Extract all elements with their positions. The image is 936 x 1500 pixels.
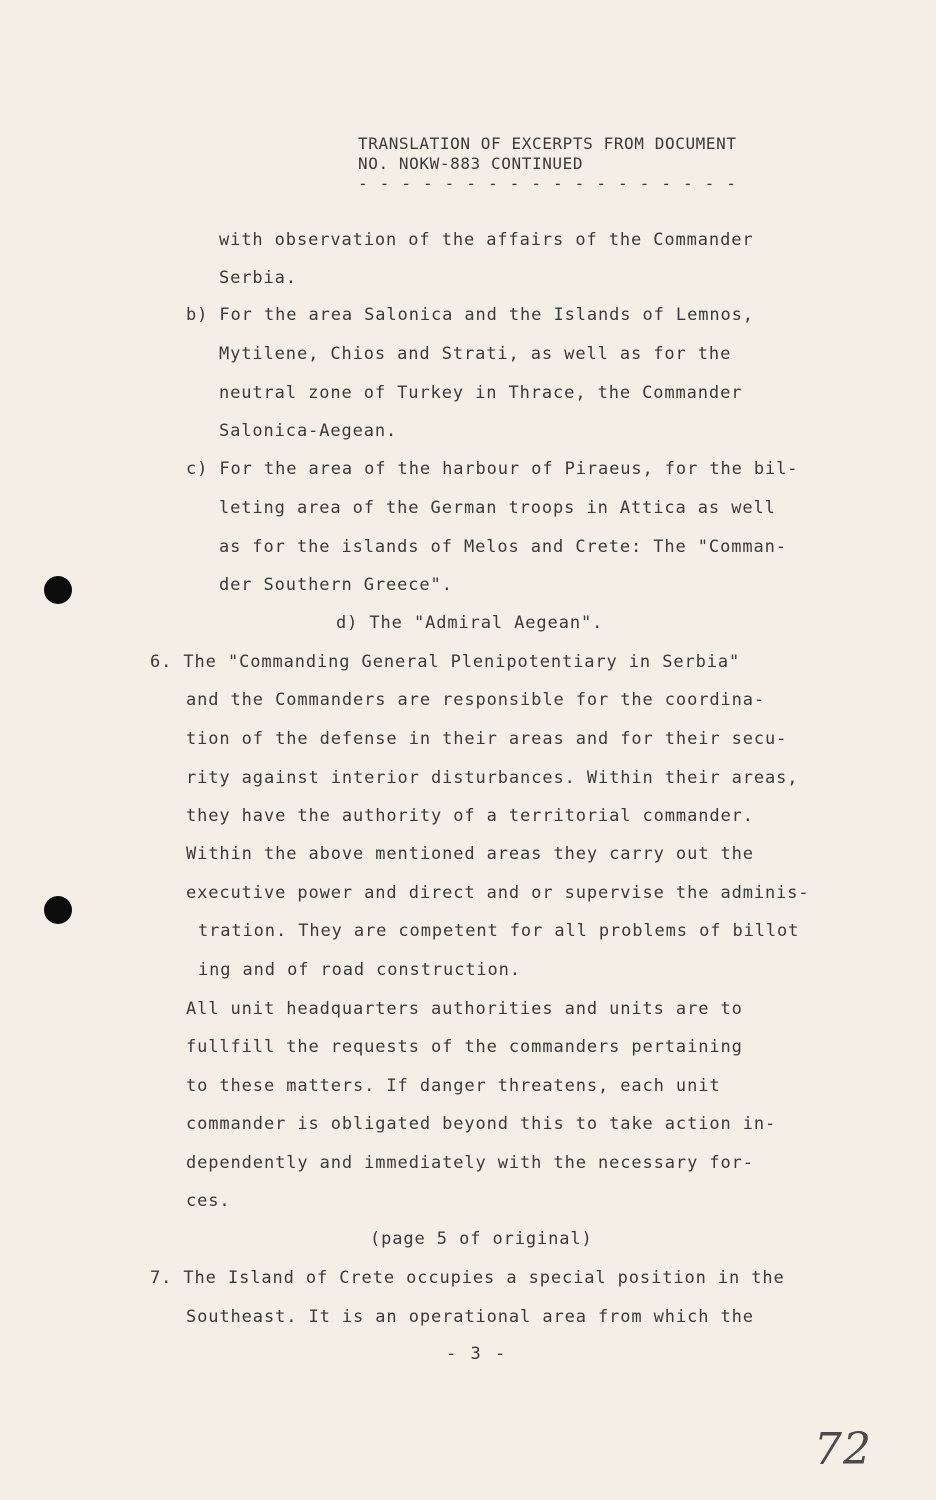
body-line: executive power and direct and or supervise the adminis-: [186, 883, 810, 903]
body-line: and the Commanders are responsible for the coordina-: [186, 690, 766, 710]
body-line: fullfill the requests of the commanders pertaining: [186, 1037, 743, 1057]
header-title-line1: TRANSLATION OF EXCERPTS FROM DOCUMENT: [358, 134, 737, 153]
body-line: c) For the area of the harbour of Piraeus, for the bil-: [186, 459, 799, 479]
body-line: they have the authority of a territorial commander.: [186, 806, 754, 826]
body-line: Serbia.: [219, 268, 297, 288]
body-line: der Southern Greece".: [219, 575, 453, 595]
body-line: to these matters. If danger threatens, each unit: [186, 1076, 721, 1096]
body-line: ing and of road construction.: [198, 960, 521, 980]
body-line: dependently and immediately with the necessary for-: [186, 1153, 754, 1173]
body-line: with observation of the affairs of the Commander: [219, 230, 754, 250]
body-line: All unit headquarters authorities and units are to: [186, 999, 743, 1019]
body-line: Southeast. It is an operational area from which the: [186, 1307, 754, 1327]
page-reference: (page 5 of original): [370, 1229, 593, 1249]
body-line: 7. The Island of Crete occupies a special position in the: [150, 1268, 785, 1288]
body-line: Salonica-Aegean.: [219, 421, 398, 441]
body-line: Mytilene, Chios and Strati, as well as for the: [219, 344, 732, 364]
body-line: leting area of the German troops in Attica as well: [219, 498, 776, 518]
body-line: commander is obligated beyond this to take action in-: [186, 1114, 777, 1134]
body-line: neutral zone of Turkey in Thrace, the Commander: [219, 383, 743, 403]
body-line: Within the above mentioned areas they carry out the: [186, 844, 754, 864]
header-title-line2: NO. NOKW-883 CONTINUED: [358, 154, 584, 173]
body-line: d) The "Admiral Aegean".: [336, 613, 604, 633]
header-rule: - - - - - - - - - - - - - - - - - -: [358, 174, 738, 193]
punch-hole: [44, 576, 72, 604]
body-line: b) For the area Salonica and the Islands of Lemnos,: [186, 305, 754, 325]
body-line: tion of the defense in their areas and for their secu-: [186, 729, 788, 749]
body-line: 6. The "Commanding General Plenipotentiary in Serbia": [150, 652, 741, 672]
handwritten-folio-number: 72: [814, 1424, 872, 1475]
body-line: rity against interior disturbances. Within their areas,: [186, 768, 799, 788]
punch-hole: [44, 896, 72, 924]
body-line: tration. They are competent for all problems of billot: [198, 921, 800, 941]
page-number: - 3 -: [446, 1344, 508, 1364]
body-line: ces.: [186, 1191, 231, 1211]
body-line: as for the islands of Melos and Crete: The "Comman-: [219, 537, 787, 557]
